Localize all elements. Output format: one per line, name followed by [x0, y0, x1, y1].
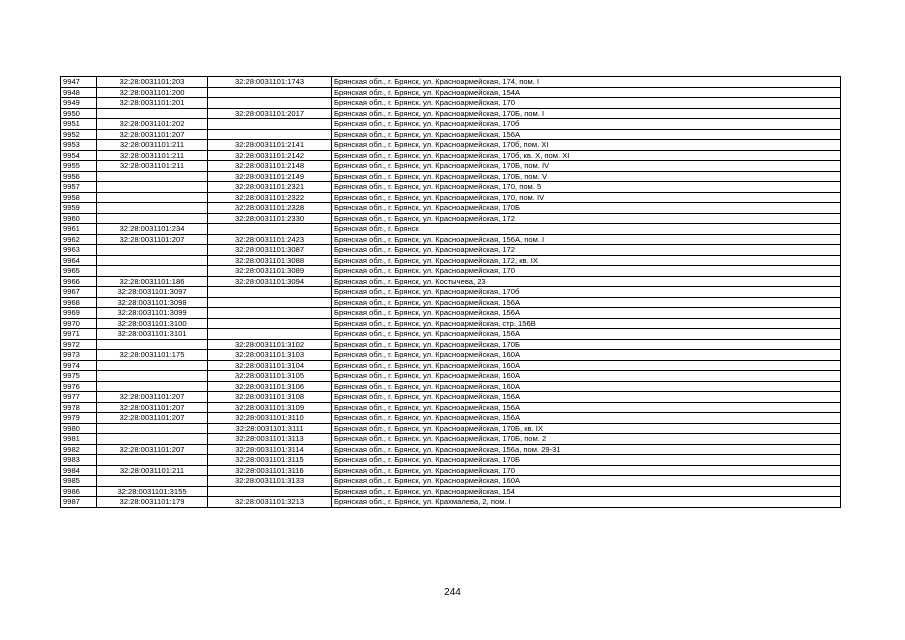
object-cadastral-number: [208, 224, 332, 235]
object-cadastral-number: [208, 129, 332, 140]
parcel-cadastral-number: [97, 360, 208, 371]
address-cell: Брянская обл., г. Брянск, ул. Красноармейская, 172: [332, 213, 841, 224]
address-cell: Брянская обл., г. Брянск, ул. Красноармейская, 160А: [332, 360, 841, 371]
object-cadastral-number: 32:28:0031101:3102: [208, 339, 332, 350]
address-cell: Брянская обл., г. Брянск, ул. Красноармейская, 156а, пом. 29-31: [332, 444, 841, 455]
address-cell: Брянская обл., г. Брянск, ул. Красноармейская, 170Б, пом. IV: [332, 161, 841, 172]
object-cadastral-number: 32:28:0031101:2423: [208, 234, 332, 245]
parcel-cadastral-number: [97, 476, 208, 487]
object-cadastral-number: 32:28:0031101:2148: [208, 161, 332, 172]
parcel-cadastral-number: [97, 255, 208, 266]
parcel-cadastral-number: 32:28:0031101:211: [97, 140, 208, 151]
table-row: [61, 329, 841, 340]
parcel-cadastral-number: 32:28:0031101:203: [97, 77, 208, 88]
table-row: [61, 129, 841, 140]
table-row: [61, 402, 841, 413]
row-number: 9947: [61, 77, 97, 88]
parcel-cadastral-number: 32:28:0031101:211: [97, 150, 208, 161]
row-number: 9966: [61, 276, 97, 287]
object-cadastral-number: 32:28:0031101:3111: [208, 423, 332, 434]
address-cell: Брянская обл., г. Брянск, ул. Красноармейская, 156А: [332, 129, 841, 140]
row-number: 9980: [61, 423, 97, 434]
table-row: [61, 350, 841, 361]
table-row: [61, 465, 841, 476]
row-number: 9961: [61, 224, 97, 235]
parcel-cadastral-number: 32:28:0031101:3099: [97, 308, 208, 319]
row-number: 9978: [61, 402, 97, 413]
parcel-cadastral-number: [97, 381, 208, 392]
address-cell: Брянская обл., г. Брянск, ул. Красноармейская, 170б: [332, 287, 841, 298]
object-cadastral-number: [208, 98, 332, 109]
table-row: [61, 87, 841, 98]
parcel-cadastral-number: 32:28:0031101:207: [97, 402, 208, 413]
table-row: [61, 119, 841, 130]
row-number: 9973: [61, 350, 97, 361]
parcel-cadastral-number: 32:28:0031101:207: [97, 444, 208, 455]
row-number: 9985: [61, 476, 97, 487]
table-row: [61, 171, 841, 182]
parcel-cadastral-number: 32:28:0031101:3155: [97, 486, 208, 497]
row-number: 9970: [61, 318, 97, 329]
address-cell: Брянская обл., г. Брянск, ул. Красноармейская, 156А: [332, 413, 841, 424]
address-cell: Брянская обл., г. Брянск, ул. Красноармейская, 154А: [332, 87, 841, 98]
object-cadastral-number: 32:28:0031101:3133: [208, 476, 332, 487]
object-cadastral-number: 32:28:0031101:3113: [208, 434, 332, 445]
object-cadastral-number: 32:28:0031101:3108: [208, 392, 332, 403]
parcel-cadastral-number: [97, 339, 208, 350]
row-number: 9969: [61, 308, 97, 319]
table-row: [61, 476, 841, 487]
parcel-cadastral-number: [97, 371, 208, 382]
object-cadastral-number: 32:28:0031101:3103: [208, 350, 332, 361]
address-cell: Брянская обл., г. Брянск, ул. Костычева, 23: [332, 276, 841, 287]
address-cell: Брянская обл., г. Брянск, ул. Красноармейская, 156А, пом. I: [332, 234, 841, 245]
address-cell: Брянская обл., г. Брянск, ул. Красноармейская, 156А: [332, 297, 841, 308]
row-number: 9962: [61, 234, 97, 245]
row-number: 9960: [61, 213, 97, 224]
object-cadastral-number: 32:28:0031101:2141: [208, 140, 332, 151]
object-cadastral-number: 32:28:0031101:3109: [208, 402, 332, 413]
address-cell: Брянская обл., г. Брянск, ул. Красноармейская, 156А: [332, 392, 841, 403]
row-number: 9971: [61, 329, 97, 340]
row-number: 9974: [61, 360, 97, 371]
table-row: [61, 77, 841, 88]
object-cadastral-number: 32:28:0031101:3094: [208, 276, 332, 287]
object-cadastral-number: [208, 308, 332, 319]
parcel-cadastral-number: 32:28:0031101:201: [97, 98, 208, 109]
parcel-cadastral-number: 32:28:0031101:234: [97, 224, 208, 235]
parcel-cadastral-number: 32:28:0031101:3098: [97, 297, 208, 308]
object-cadastral-number: 32:28:0031101:3115: [208, 455, 332, 466]
row-number: 9986: [61, 486, 97, 497]
table-row: [61, 213, 841, 224]
object-cadastral-number: 32:28:0031101:3089: [208, 266, 332, 277]
cadastral-table: [60, 76, 841, 508]
address-cell: Брянская обл., г. Брянск, ул. Красноармейская, 170, пом. 5: [332, 182, 841, 193]
address-cell: Брянская обл., г. Брянск, ул. Красноармейская, 160А: [332, 371, 841, 382]
row-number: 9982: [61, 444, 97, 455]
object-cadastral-number: 32:28:0031101:3116: [208, 465, 332, 476]
table-row: [61, 276, 841, 287]
row-number: 9987: [61, 497, 97, 508]
row-number: 9964: [61, 255, 97, 266]
table-row: [61, 192, 841, 203]
address-cell: Брянская обл., г. Брянск, ул. Красноармейская, 170б, кв. X, пом. XI: [332, 150, 841, 161]
page-number: 244: [444, 587, 461, 598]
address-cell: Брянская обл., г. Брянск, ул. Красноармейская, 170Б, пом. V: [332, 171, 841, 182]
object-cadastral-number: 32:28:0031101:3088: [208, 255, 332, 266]
address-cell: Брянская обл., г. Брянск, ул. Красноармейская, 170Б, пом. I: [332, 108, 841, 119]
row-number: 9979: [61, 413, 97, 424]
parcel-cadastral-number: [97, 182, 208, 193]
parcel-cadastral-number: 32:28:0031101:3097: [97, 287, 208, 298]
address-cell: Брянская обл., г. Брянск, ул. Красноармейская, 170Б, пом. 2: [332, 434, 841, 445]
row-number: 9950: [61, 108, 97, 119]
address-cell: Брянская обл., г. Брянск, ул. Красноармейская, 170, пом. IV: [332, 192, 841, 203]
parcel-cadastral-number: [97, 213, 208, 224]
table-row: [61, 245, 841, 256]
object-cadastral-number: 32:28:0031101:3106: [208, 381, 332, 392]
row-number: 9956: [61, 171, 97, 182]
table-row: [61, 444, 841, 455]
table-row: [61, 150, 841, 161]
address-cell: Брянская обл., г. Брянск: [332, 224, 841, 235]
table-row: [61, 486, 841, 497]
address-cell: Брянская обл., г. Брянск, ул. Красноармейская, 154: [332, 486, 841, 497]
parcel-cadastral-number: 32:28:0031101:186: [97, 276, 208, 287]
address-cell: Брянская обл., г. Брянск, ул. Красноармейская, 170б, пом. XI: [332, 140, 841, 151]
table-row: [61, 161, 841, 172]
table-row: [61, 371, 841, 382]
object-cadastral-number: [208, 297, 332, 308]
row-number: 9977: [61, 392, 97, 403]
parcel-cadastral-number: 32:28:0031101:207: [97, 413, 208, 424]
parcel-cadastral-number: [97, 171, 208, 182]
parcel-cadastral-number: 32:28:0031101:3101: [97, 329, 208, 340]
address-cell: Брянская обл., г. Брянск, ул. Красноармейская, 160А: [332, 476, 841, 487]
address-cell: Брянская обл., г. Брянск, ул. Красноармейская, 170Б: [332, 339, 841, 350]
table-row: [61, 497, 841, 508]
table-row: [61, 434, 841, 445]
table-row: [61, 98, 841, 109]
address-cell: Брянская обл., г. Брянск, ул. Красноармейская, 160А: [332, 381, 841, 392]
table-row: [61, 255, 841, 266]
row-number: 9952: [61, 129, 97, 140]
row-number: 9953: [61, 140, 97, 151]
parcel-cadastral-number: [97, 423, 208, 434]
table-row: [61, 423, 841, 434]
table-row: [61, 455, 841, 466]
address-cell: Брянская обл., г. Брянск, ул. Красноармейская, 174, пом. I: [332, 77, 841, 88]
table-row: [61, 318, 841, 329]
table-row: [61, 203, 841, 214]
parcel-cadastral-number: [97, 434, 208, 445]
table-row: [61, 381, 841, 392]
row-number: 9959: [61, 203, 97, 214]
row-number: 9963: [61, 245, 97, 256]
address-cell: Брянская обл., г. Брянск, ул. Красноармейская, 170Б, кв. IX: [332, 423, 841, 434]
parcel-cadastral-number: 32:28:0031101:207: [97, 129, 208, 140]
parcel-cadastral-number: 32:28:0031101:179: [97, 497, 208, 508]
parcel-cadastral-number: [97, 192, 208, 203]
row-number: 9948: [61, 87, 97, 98]
table-row: [61, 392, 841, 403]
row-number: 9975: [61, 371, 97, 382]
object-cadastral-number: [208, 287, 332, 298]
object-cadastral-number: 32:28:0031101:2330: [208, 213, 332, 224]
address-cell: Брянская обл., г. Брянск, ул. Красноармейская, 170: [332, 266, 841, 277]
parcel-cadastral-number: 32:28:0031101:207: [97, 392, 208, 403]
object-cadastral-number: 32:28:0031101:3105: [208, 371, 332, 382]
object-cadastral-number: 32:28:0031101:3213: [208, 497, 332, 508]
parcel-cadastral-number: 32:28:0031101:175: [97, 350, 208, 361]
table-row: [61, 140, 841, 151]
table-row: [61, 297, 841, 308]
parcel-cadastral-number: [97, 203, 208, 214]
object-cadastral-number: 32:28:0031101:3104: [208, 360, 332, 371]
row-number: 9958: [61, 192, 97, 203]
address-cell: Брянская обл., г. Брянск, ул. Красноармейская, 172, кв. IX: [332, 255, 841, 266]
object-cadastral-number: [208, 486, 332, 497]
address-cell: Брянская обл., г. Брянск, ул. Красноармейская, 156А: [332, 308, 841, 319]
object-cadastral-number: 32:28:0031101:2321: [208, 182, 332, 193]
table-row: [61, 308, 841, 319]
object-cadastral-number: 32:28:0031101:3114: [208, 444, 332, 455]
parcel-cadastral-number: 32:28:0031101:211: [97, 161, 208, 172]
parcel-cadastral-number: 32:28:0031101:211: [97, 465, 208, 476]
parcel-cadastral-number: 32:28:0031101:202: [97, 119, 208, 130]
object-cadastral-number: 32:28:0031101:1743: [208, 77, 332, 88]
address-cell: Брянская обл., г. Брянск, ул. Красноармейская, стр. 156В: [332, 318, 841, 329]
parcel-cadastral-number: 32:28:0031101:3100: [97, 318, 208, 329]
row-number: 9957: [61, 182, 97, 193]
table-row: [61, 266, 841, 277]
parcel-cadastral-number: 32:28:0031101:200: [97, 87, 208, 98]
address-cell: Брянская обл., г. Брянск, ул. Красноармейская, 172: [332, 245, 841, 256]
parcel-cadastral-number: [97, 108, 208, 119]
table-row: [61, 108, 841, 119]
address-cell: Брянская обл., г. Брянск, ул. Красноармейская, 170: [332, 98, 841, 109]
object-cadastral-number: 32:28:0031101:2142: [208, 150, 332, 161]
row-number: 9968: [61, 297, 97, 308]
row-number: 9972: [61, 339, 97, 350]
table-row: [61, 182, 841, 193]
row-number: 9967: [61, 287, 97, 298]
table-row: [61, 224, 841, 235]
row-number: 9955: [61, 161, 97, 172]
object-cadastral-number: 32:28:0031101:3110: [208, 413, 332, 424]
address-cell: Брянская обл., г. Брянск, ул. Красноармейская, 170Б: [332, 203, 841, 214]
address-cell: Брянская обл., г. Брянск, ул. Крахмалева, 2, пом. I: [332, 497, 841, 508]
table-row: [61, 413, 841, 424]
row-number: 9981: [61, 434, 97, 445]
parcel-cadastral-number: [97, 245, 208, 256]
object-cadastral-number: 32:28:0031101:2322: [208, 192, 332, 203]
address-cell: Брянская обл., г. Брянск, ул. Красноармейская, 170: [332, 465, 841, 476]
table-row: [61, 360, 841, 371]
table-row: [61, 287, 841, 298]
object-cadastral-number: [208, 119, 332, 130]
row-number: 9965: [61, 266, 97, 277]
row-number: 9949: [61, 98, 97, 109]
object-cadastral-number: [208, 329, 332, 340]
address-cell: Брянская обл., г. Брянск, ул. Красноармейская, 170б: [332, 119, 841, 130]
object-cadastral-number: 32:28:0031101:2017: [208, 108, 332, 119]
object-cadastral-number: [208, 318, 332, 329]
parcel-cadastral-number: 32:28:0031101:207: [97, 234, 208, 245]
table-row: [61, 339, 841, 350]
address-cell: Брянская обл., г. Брянск, ул. Красноармейская, 156А: [332, 402, 841, 413]
table-row: [61, 234, 841, 245]
parcel-cadastral-number: [97, 455, 208, 466]
object-cadastral-number: 32:28:0031101:3087: [208, 245, 332, 256]
object-cadastral-number: 32:28:0031101:2149: [208, 171, 332, 182]
table-body: [61, 77, 841, 508]
address-cell: Брянская обл., г. Брянск, ул. Красноармейская, 156А: [332, 329, 841, 340]
row-number: 9951: [61, 119, 97, 130]
address-cell: Брянская обл., г. Брянск, ул. Красноармейская, 160А: [332, 350, 841, 361]
object-cadastral-number: 32:28:0031101:2328: [208, 203, 332, 214]
row-number: 9984: [61, 465, 97, 476]
row-number: 9976: [61, 381, 97, 392]
object-cadastral-number: [208, 87, 332, 98]
row-number: 9983: [61, 455, 97, 466]
row-number: 9954: [61, 150, 97, 161]
address-cell: Брянская обл., г. Брянск, ул. Красноармейская, 170Б: [332, 455, 841, 466]
parcel-cadastral-number: [97, 266, 208, 277]
